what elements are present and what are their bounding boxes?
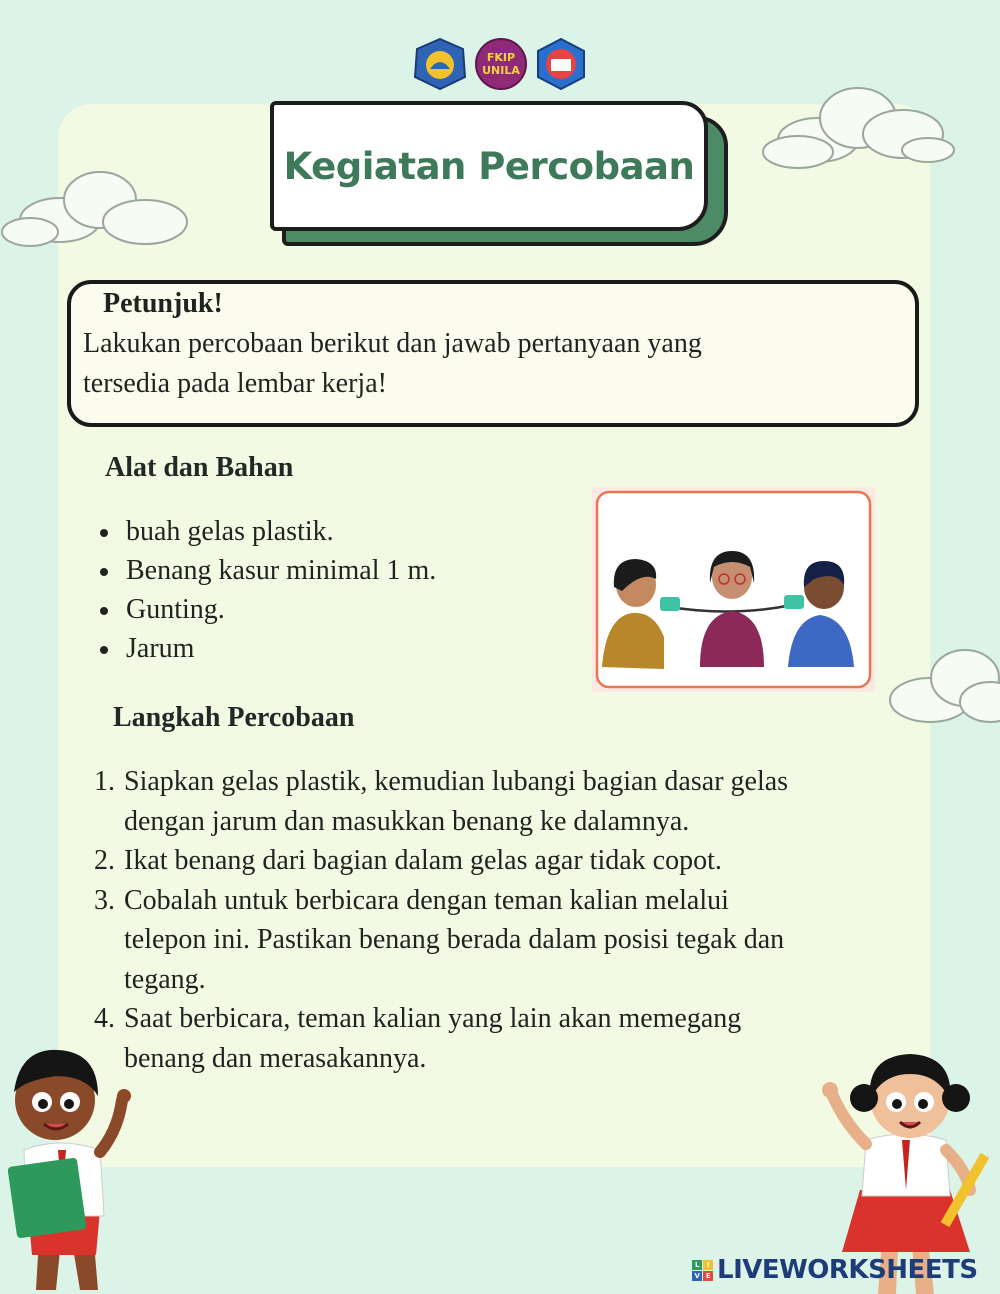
- liveworksheets-logo-icon: [692, 1260, 713, 1281]
- list-item: [94, 881, 914, 1000]
- list-item: [94, 841, 914, 881]
- mark-letter: E: [703, 1271, 713, 1281]
- step-line: dengan jarum dan masukkan benang ke dalamnya.: [124, 805, 690, 837]
- step-text: [124, 841, 914, 881]
- fkip-text: FKIP: [486, 51, 516, 64]
- step-line: Ikat benang dari bagian dalam gelas agar tidak copot.: [124, 845, 722, 876]
- instructions-text: [83, 324, 883, 404]
- step-line: telepon ini. Pastikan benang berada dalam posisi tegak dan: [124, 924, 785, 955]
- materials-list: [98, 512, 436, 668]
- string-telephone-illustration: [592, 487, 875, 692]
- step-text: [124, 762, 914, 841]
- list-item: Benang kasur minimal 1 m.: [98, 551, 436, 590]
- step-number: 3.: [94, 884, 115, 916]
- list-item: Jarum: [98, 629, 436, 668]
- unila-logo-icon: [413, 37, 467, 91]
- step-line: benang dan merasakannya.: [124, 1042, 427, 1074]
- pgsd-logo-icon: [534, 37, 588, 91]
- list-item: [94, 999, 914, 1078]
- liveworksheets-brand[interactable]: [692, 1255, 978, 1285]
- cloud-top-right: [758, 70, 958, 180]
- unila-text: UNILA: [482, 64, 520, 77]
- steps-heading: Langkah Percobaan: [113, 702, 355, 733]
- step-number: 2.: [94, 845, 115, 876]
- list-item: [94, 762, 914, 841]
- instructions-line-2: tersedia pada lembar kerja!: [83, 368, 387, 399]
- step-line: Saat berbicara, teman kalian yang lain akan memegang: [124, 1003, 742, 1034]
- cloud-middle-right: [880, 640, 1000, 740]
- logo-row: [413, 37, 589, 93]
- page-title: Kegiatan Percobaan: [283, 144, 695, 188]
- cloud-top-left: [0, 160, 195, 260]
- mark-letter: V: [692, 1271, 702, 1281]
- fkip-unila-logo-icon: [474, 37, 528, 91]
- step-line: Cobalah untuk berbicara dengan teman kalian melalui: [124, 884, 729, 916]
- step-text: [124, 999, 914, 1078]
- instructions-box: [67, 280, 919, 427]
- mark-letter: I: [703, 1260, 713, 1270]
- step-number: 4.: [94, 1003, 115, 1034]
- step-text: [124, 881, 914, 1000]
- list-item: buah gelas plastik.: [98, 512, 436, 551]
- materials-heading: Alat dan Bahan: [105, 452, 294, 483]
- title-box: [270, 101, 708, 231]
- instructions-heading: Petunjuk!: [103, 288, 223, 319]
- step-number: 1.: [94, 766, 115, 797]
- mark-letter: L: [692, 1260, 702, 1270]
- brand-name: LIVEWORKSHEETS: [717, 1255, 978, 1285]
- list-item: Gunting.: [98, 590, 436, 629]
- steps-list: [94, 762, 914, 1078]
- boy-character-illustration: [0, 1040, 145, 1294]
- instructions-line-1: Lakukan percobaan berikut dan jawab pertanyaan yang: [83, 328, 702, 359]
- step-line: tegang.: [124, 963, 206, 995]
- step-line: Siapkan gelas plastik, kemudian lubangi bagian dasar gelas: [124, 766, 789, 797]
